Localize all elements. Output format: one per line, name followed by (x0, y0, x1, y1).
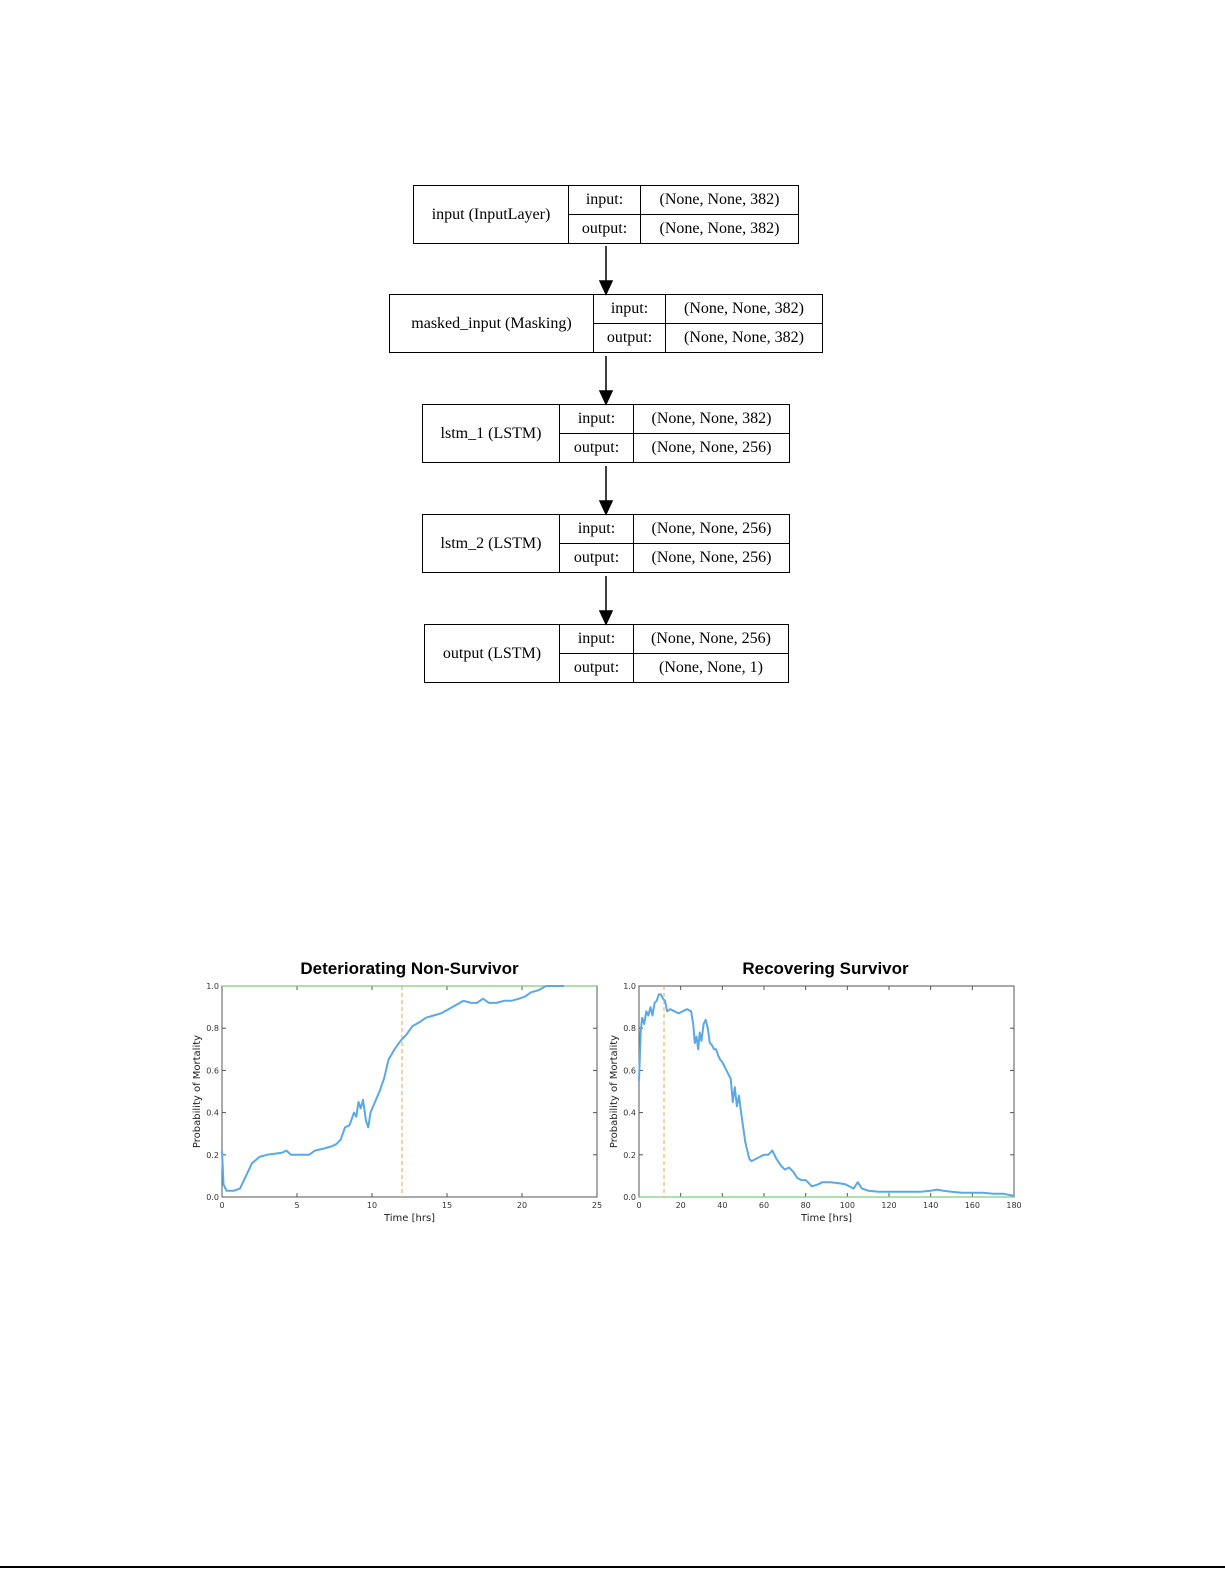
arrow-down-icon (600, 246, 612, 294)
y-tick-label: 0.4 (206, 1108, 219, 1118)
input-shape: (None, None, 382) (651, 410, 772, 427)
x-tick-label: 15 (441, 1201, 453, 1210)
arrow-down-icon (600, 466, 612, 514)
layer-name: lstm_1 (LSTM) (423, 405, 560, 462)
input-shape: (None, None, 256) (651, 630, 771, 647)
input-key: input: (594, 295, 666, 323)
x-tick-label: 60 (758, 1201, 770, 1210)
x-tick-label: 180 (1006, 1201, 1022, 1210)
output-shape: (None, None, 256) (651, 549, 772, 566)
x-tick-label: 25 (591, 1201, 603, 1210)
y-tick-label: 0.2 (206, 1150, 219, 1160)
arrow-down-icon (600, 356, 612, 404)
x-tick-label: 0 (219, 1201, 225, 1210)
y-tick-label: 0.2 (623, 1150, 636, 1160)
x-tick-label: 20 (675, 1201, 686, 1210)
y-tick-label: 0.4 (623, 1108, 636, 1118)
page-bottom-rule (0, 1566, 1225, 1568)
x-tick-label: 20 (516, 1201, 528, 1210)
chart-title-left: Deteriorating Non-Survivor (300, 959, 519, 978)
chart-recovering-survivor (597, 978, 1027, 1228)
y-tick-label: 0.6 (623, 1066, 636, 1076)
layer-name: output (LSTM) (425, 625, 560, 682)
x-tick-label: 140 (923, 1201, 939, 1210)
x-tick-label: 0 (636, 1201, 642, 1210)
input-shape: (None, None, 382) (659, 191, 780, 208)
output-shape: (None, None, 1) (659, 659, 763, 676)
y-tick-label: 1.0 (623, 982, 636, 991)
x-tick-label: 80 (800, 1201, 811, 1210)
input-shape: (None, None, 256) (651, 520, 772, 537)
input-key: input: (560, 515, 634, 543)
output-shape: (None, None, 256) (651, 439, 772, 456)
output-key: output: (594, 324, 666, 352)
x-tick-label: 5 (294, 1201, 300, 1210)
x-tick-label: 120 (881, 1201, 897, 1210)
layer-name: masked_input (Masking) (390, 295, 594, 352)
chart-deteriorating-non-survivor (180, 978, 610, 1228)
input-key: input: (569, 186, 641, 214)
output-key: output: (560, 654, 634, 682)
x-tick-label: 40 (717, 1201, 728, 1210)
input-shape: (None, None, 382) (684, 300, 804, 317)
y-tick-label: 0.0 (206, 1193, 219, 1202)
layer-name: lstm_2 (LSTM) (423, 515, 560, 572)
output-key: output: (569, 215, 641, 243)
output-key: output: (560, 434, 634, 462)
arrow-down-icon (600, 576, 612, 624)
plot-frame (639, 986, 1014, 1197)
chart-title-right: Recovering Survivor (742, 959, 909, 978)
y-tick-label: 0.8 (206, 1024, 219, 1034)
x-axis-label: Time [hrs] (800, 1213, 853, 1224)
y-tick-label: 0.0 (623, 1193, 636, 1202)
output-key: output: (560, 544, 634, 572)
y-tick-label: 1.0 (206, 982, 219, 991)
plot-frame (222, 986, 597, 1197)
layer-name: input (InputLayer) (414, 186, 569, 243)
input-key: input: (560, 625, 634, 653)
output-shape: (None, None, 382) (684, 329, 804, 346)
x-tick-label: 160 (964, 1201, 980, 1210)
output-shape: (None, None, 382) (659, 220, 780, 237)
x-tick-label: 10 (366, 1201, 378, 1210)
y-axis-label: Probability of Mortality (192, 1034, 203, 1149)
x-tick-label: 100 (839, 1201, 855, 1210)
x-axis-label: Time [hrs] (383, 1213, 436, 1224)
input-key: input: (560, 405, 634, 433)
y-tick-label: 0.6 (206, 1066, 219, 1076)
y-axis-label: Probability of Mortality (609, 1034, 620, 1149)
y-tick-label: 0.8 (623, 1024, 636, 1034)
flow-arrows (0, 0, 1225, 720)
